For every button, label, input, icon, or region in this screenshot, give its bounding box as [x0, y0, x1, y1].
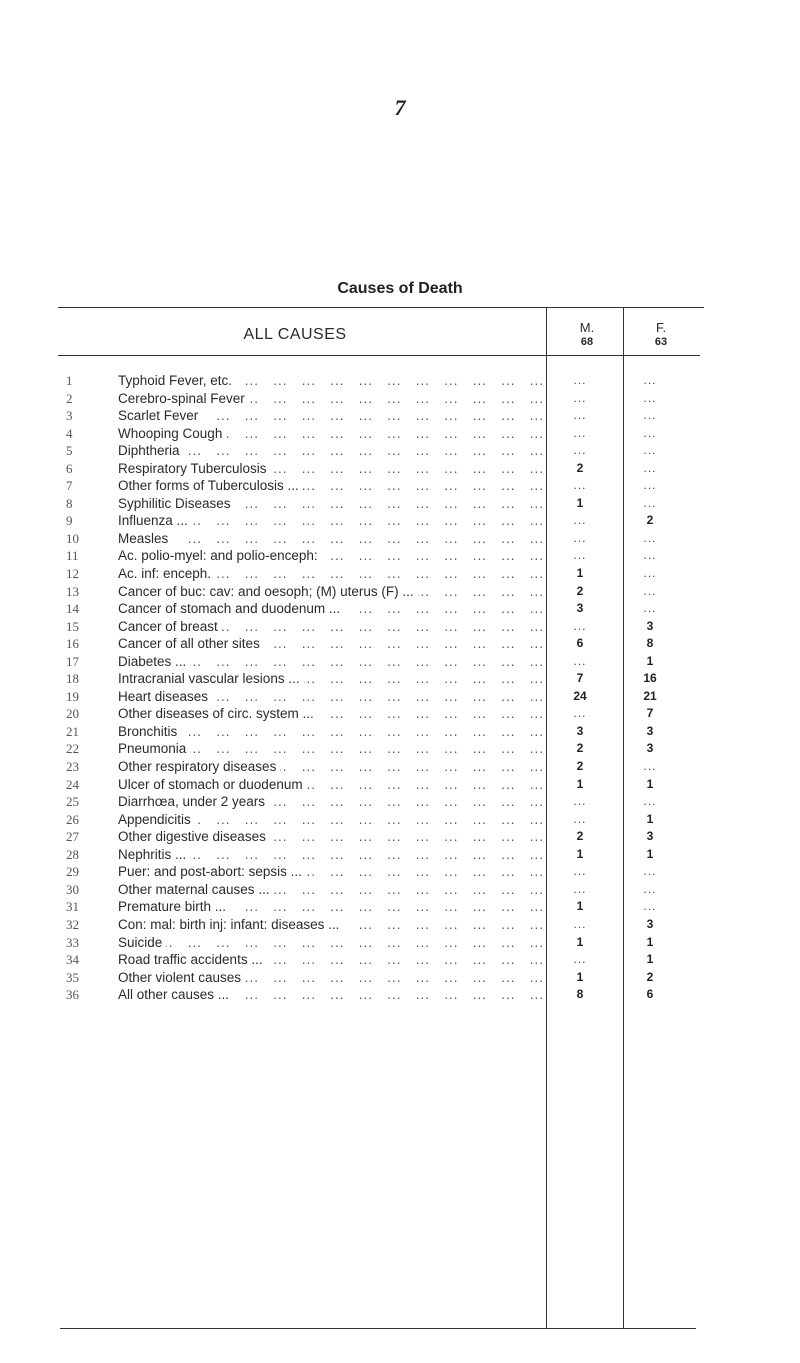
female-count: ... [643, 425, 657, 440]
male-column-header [552, 321, 622, 349]
cause-cell [118, 847, 544, 862]
male-count: 6 [576, 636, 584, 651]
row-number: 27 [66, 829, 79, 845]
male-count: ... [573, 373, 587, 387]
male-count: ... [573, 811, 587, 826]
female-count: 7 [646, 706, 654, 721]
table-row [0, 829, 800, 847]
female-count: ... [643, 390, 657, 405]
row-number: 30 [66, 881, 79, 897]
row-number: 21 [66, 723, 79, 739]
female-count: ... [643, 583, 657, 598]
table-row [0, 689, 800, 707]
table-row [0, 970, 800, 988]
row-number: 36 [66, 987, 79, 1003]
male-count: ... [573, 881, 587, 896]
table-row [0, 724, 800, 742]
male-count: ... [573, 408, 587, 423]
table-row [0, 794, 800, 812]
causes-table-body [0, 373, 800, 1005]
row-number: 25 [66, 794, 79, 810]
female-label: F. [655, 320, 667, 335]
cause-label: Nephritis ... [118, 847, 190, 862]
male-count: 1 [576, 934, 584, 949]
page-number: 7 [394, 95, 406, 120]
male-count: 3 [576, 601, 584, 616]
cause-label: Syphilitic Diseases [118, 496, 235, 511]
row-number: 29 [66, 864, 79, 880]
male-count: ... [573, 653, 587, 668]
row-number: 22 [66, 741, 79, 757]
male-count: ... [573, 530, 587, 545]
cause-label: Bronchitis [118, 724, 181, 739]
row-number: 13 [66, 583, 79, 599]
male-count: 2 [576, 829, 584, 844]
cause-label: Cancer of all other sites [118, 636, 264, 651]
row-number: 7 [66, 478, 73, 494]
cause-cell [118, 759, 544, 774]
female-count: 1 [646, 776, 654, 791]
male-count: ... [573, 794, 587, 809]
cause-cell [118, 812, 544, 827]
table-row [0, 671, 800, 689]
cause-label: Other diseases of circ. system ... [118, 706, 318, 721]
table-row [0, 759, 800, 777]
table-top-rule [58, 307, 704, 308]
male-count: ... [573, 548, 587, 563]
female-count: ... [643, 548, 657, 563]
row-number: 1 [66, 373, 73, 388]
cause-cell [118, 777, 544, 792]
cause-cell [118, 636, 544, 651]
cause-cell [118, 864, 544, 879]
table-row [0, 812, 800, 830]
female-count: ... [643, 408, 657, 423]
cause-label: Road traffic accidents ... [118, 952, 267, 967]
male-count: ... [573, 425, 587, 440]
row-number: 17 [66, 653, 79, 669]
cause-cell [118, 496, 544, 511]
male-count: 1 [576, 899, 584, 914]
table-row [0, 531, 800, 549]
row-number: 8 [66, 495, 73, 511]
male-count: 1 [576, 495, 584, 510]
cause-label: Measles [118, 531, 172, 546]
cause-label: Cancer of breast [118, 619, 222, 634]
cause-cell [118, 970, 544, 985]
table-row [0, 408, 800, 426]
cause-cell [118, 548, 544, 563]
cause-label: Ac. polio-myel: and polio-enceph: [118, 548, 322, 563]
male-count: ... [573, 478, 587, 493]
female-count: ... [643, 530, 657, 545]
table-row [0, 548, 800, 566]
cause-cell [118, 601, 544, 616]
female-count: 16 [643, 671, 657, 686]
female-count: ... [643, 759, 657, 774]
male-count: 1 [576, 846, 584, 861]
cause-cell [118, 935, 544, 950]
female-count: ... [643, 864, 657, 879]
table-row [0, 478, 800, 496]
table-row [0, 566, 800, 584]
male-count: 7 [576, 671, 584, 686]
cause-label: Whooping Cough [118, 426, 226, 441]
header-bottom-rule [58, 355, 700, 356]
male-count: ... [573, 618, 587, 633]
female-count: 1 [646, 653, 654, 668]
female-count: 3 [646, 741, 654, 756]
row-number: 26 [66, 811, 79, 827]
female-count: 1 [646, 952, 654, 967]
table-row [0, 741, 800, 759]
row-number: 32 [66, 916, 79, 932]
table-row [0, 864, 800, 882]
male-count: ... [573, 916, 587, 931]
table-row [0, 777, 800, 795]
male-label: M. [579, 320, 595, 335]
cause-cell [118, 829, 544, 844]
all-causes-header: ALL CAUSES [243, 326, 347, 343]
table-row [0, 987, 800, 1005]
cause-label: Respiratory Tuberculosis [118, 461, 271, 476]
female-count: ... [643, 566, 657, 581]
row-number: 4 [66, 425, 73, 441]
row-number: 6 [66, 460, 73, 476]
table-row [0, 636, 800, 654]
row-number: 24 [66, 776, 79, 792]
female-count: 3 [646, 723, 654, 738]
female-count: ... [643, 478, 657, 493]
cause-label: Cerebro-spinal Fever [118, 391, 249, 406]
cause-label: Premature birth ... [118, 899, 230, 914]
table-row [0, 882, 800, 900]
female-count: ... [643, 460, 657, 475]
table-row [0, 654, 800, 672]
female-count: ... [643, 899, 657, 914]
cause-label: Puer: and post-abort: sepsis ... [118, 864, 306, 879]
female-count: ... [643, 601, 657, 616]
cause-cell [118, 987, 544, 1002]
table-row [0, 513, 800, 531]
cause-label: Con: mal: birth inj: infant: diseases ... [118, 917, 343, 932]
cause-cell [118, 513, 544, 528]
row-number: 11 [66, 548, 79, 564]
cause-label: Other forms of Tuberculosis ... [118, 478, 303, 493]
cause-label: Heart diseases [118, 689, 212, 704]
cause-label: Appendicitis [118, 812, 195, 827]
male-count: 24 [573, 688, 587, 703]
cause-label: Scarlet Fever [118, 408, 202, 423]
cause-cell [118, 478, 544, 493]
row-number: 9 [66, 513, 73, 529]
female-count: ... [643, 443, 657, 458]
row-number: 28 [66, 846, 79, 862]
table-row [0, 917, 800, 935]
row-number: 16 [66, 636, 79, 652]
row-number: 15 [66, 618, 79, 634]
cause-cell [118, 408, 544, 423]
cause-cell [118, 443, 544, 458]
row-number: 3 [66, 408, 73, 424]
table-row [0, 426, 800, 444]
cause-label: Other maternal causes ... [118, 882, 274, 897]
male-count: 1 [576, 566, 584, 581]
male-count: 1 [576, 776, 584, 791]
female-count: ... [643, 881, 657, 896]
cause-label: Diabetes ... [118, 654, 190, 669]
cause-label: Other respiratory diseases [118, 759, 280, 774]
cause-label: Intracranial vascular lesions ... [118, 671, 304, 686]
cause-label: Other violent causes [118, 970, 245, 985]
cause-label: Other digestive diseases [118, 829, 270, 844]
cause-cell [118, 426, 544, 441]
male-count: ... [573, 443, 587, 458]
table-row [0, 619, 800, 637]
cause-cell [118, 794, 544, 809]
cause-cell [118, 706, 544, 721]
table-row [0, 496, 800, 514]
male-count: ... [573, 706, 587, 721]
female-count: 2 [646, 969, 654, 984]
male-count: ... [573, 864, 587, 879]
cause-label: Pneumonia [118, 741, 190, 756]
table-row [0, 601, 800, 619]
female-count: 1 [646, 811, 654, 826]
row-number: 23 [66, 759, 79, 775]
table-row [0, 391, 800, 409]
cause-cell [118, 952, 544, 967]
row-number: 35 [66, 969, 79, 985]
male-total: 68 [580, 336, 594, 348]
page-title: Causes of Death [337, 280, 463, 297]
cause-cell [118, 584, 544, 599]
table-row [0, 706, 800, 724]
cause-label: Cancer of buc: cav: and oesoph; (M) uterus (F) ... [118, 584, 418, 599]
cause-cell [118, 373, 544, 388]
table-row [0, 443, 800, 461]
female-count: ... [643, 794, 657, 809]
male-count: ... [573, 513, 587, 528]
cause-cell [118, 654, 544, 669]
cause-label: Suicide [118, 935, 166, 950]
female-count: 8 [646, 636, 654, 651]
cause-cell [118, 461, 544, 476]
cause-label: Influenza ... [118, 513, 192, 528]
male-count: 2 [576, 583, 584, 598]
row-number: 12 [66, 566, 79, 582]
table-row [0, 935, 800, 953]
cause-cell [118, 671, 544, 686]
table-row [0, 461, 800, 479]
male-count: 2 [576, 759, 584, 774]
female-count: 3 [646, 829, 654, 844]
female-count: 1 [646, 846, 654, 861]
row-number: 20 [66, 706, 79, 722]
female-column-header [626, 321, 696, 349]
row-number: 33 [66, 934, 79, 950]
male-count: 3 [576, 723, 584, 738]
cause-cell [118, 566, 544, 581]
cause-cell [118, 917, 544, 932]
cause-cell [118, 882, 544, 897]
cause-label: Diarrhœa, under 2 years [118, 794, 269, 809]
female-count: ... [643, 373, 657, 387]
female-count: 2 [646, 513, 654, 528]
cause-cell [118, 724, 544, 739]
male-count: 8 [576, 987, 584, 1002]
male-count: ... [573, 390, 587, 405]
cause-label: Ulcer of stomach or duodenum [118, 777, 307, 792]
cause-cell [118, 741, 544, 756]
female-count: 21 [643, 688, 657, 703]
cause-label: All other causes ... [118, 987, 233, 1002]
male-count: 1 [576, 969, 584, 984]
female-count: ... [643, 495, 657, 510]
cause-cell [118, 619, 544, 634]
cause-label: Ac. inf: enceph. [118, 566, 215, 581]
table-row [0, 373, 800, 391]
female-count: 3 [646, 916, 654, 931]
cause-cell [118, 689, 544, 704]
table-bottom-rule [60, 1328, 696, 1329]
row-number: 10 [66, 530, 79, 546]
row-number: 14 [66, 601, 79, 617]
table-row [0, 899, 800, 917]
cause-label: Typhoid Fever, etc. [118, 373, 236, 388]
row-number: 5 [66, 443, 73, 459]
cause-cell [118, 531, 544, 546]
female-count: 3 [646, 618, 654, 633]
female-count: 1 [646, 934, 654, 949]
row-number: 19 [66, 688, 79, 704]
row-number: 2 [66, 390, 73, 406]
table-row [0, 584, 800, 602]
table-row [0, 847, 800, 865]
cause-cell [118, 391, 544, 406]
male-count: ... [573, 952, 587, 967]
row-number: 31 [66, 899, 79, 915]
cause-label: Diphtheria [118, 443, 184, 458]
row-number: 34 [66, 952, 79, 968]
cause-label: Cancer of stomach and duodenum ... [118, 601, 344, 616]
cause-cell [118, 899, 544, 914]
male-count: 2 [576, 741, 584, 756]
female-count: 6 [646, 987, 654, 1002]
row-number: 18 [66, 671, 79, 687]
male-count: 2 [576, 460, 584, 475]
table-row [0, 952, 800, 970]
female-total: 63 [654, 336, 668, 348]
